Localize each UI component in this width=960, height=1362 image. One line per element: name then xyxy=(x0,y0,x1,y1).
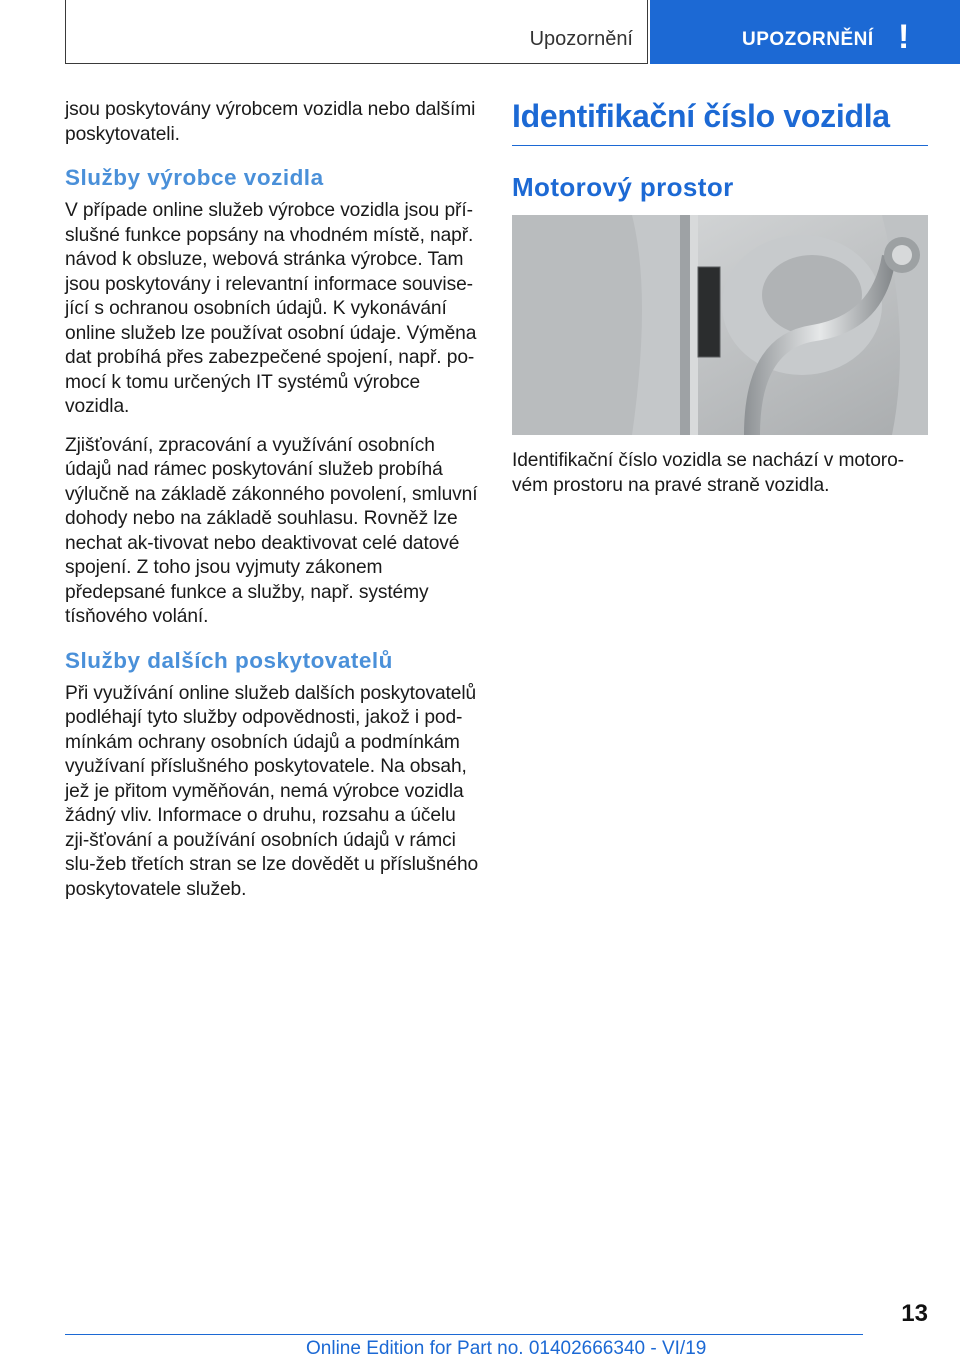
engine-bay-illustration xyxy=(512,215,928,435)
header-section-box xyxy=(65,0,648,64)
vin-section-title: Identifikační číslo vozidla xyxy=(512,98,928,146)
header-chapter-label: UPOZORNĚNÍ xyxy=(742,29,874,50)
heading-third-party-services: Služby dalších poskytovatelů xyxy=(65,647,393,673)
exclamation-icon: ! xyxy=(898,18,910,56)
paragraph-third-party-services: Při využívání online služeb dalších poskytovatelů podléhají tyto služby odpovědnosti, jakož i pod‐mínkám ochrany osobních údajů a podmínkám využívaní příslušného poskytovatele. Na obsah, jež je přitom vyměňován, nemá výrobce vozidla žádný vliv. Informace o druhu, rozsahu a účelu zji‐šťování a používání osobních údajů v rámci slu‐žeb třetích stran se lze dovědět u příslušného poskytovatele služeb. xyxy=(65,682,479,900)
header-chapter-tab xyxy=(650,0,960,64)
right-column xyxy=(512,98,928,512)
left-column xyxy=(65,98,480,916)
vin-location-caption: Identifikační číslo vozidla se nachází v motoro‐vém prostoru na pravé straně vozidla. xyxy=(512,450,904,496)
header-section-label: Upozornění xyxy=(529,28,633,50)
intro-paragraph: jsou poskytovány výrobcem vozidla nebo dalšími poskytovateli. xyxy=(65,99,476,145)
heading-manufacturer-services: Služby výrobce vozidla xyxy=(65,165,324,190)
page-number: 13 xyxy=(901,1300,928,1327)
footer-divider xyxy=(65,1334,863,1335)
engine-bay-subtitle: Motorový prostor xyxy=(512,172,734,202)
paragraph-manufacturer-services: V případe online služeb výrobce vozidla jsou pří‐slušné funkce popsány na vhodném místě, např. návod k obsluze, webová stránka výrobce. Tam jsou poskytovány i relevantní informace souvise‐jící s ochranou osobních údajů. K vykonávání online služeb lze používat osobní údaje. Výměna dat probíhá přes zabezpečené spojení, např. po‐mocí k tomu určených IT systémů výrobce vozidla. xyxy=(65,200,477,417)
footer-edition: Online Edition for Part no. 01402666340 - VI/19 xyxy=(306,1338,707,1359)
paragraph-data-processing: Zjišťování, zpracování a využívání osobních údajů nad rámec poskytování služeb probíhá výlučně na základě zákonného povolení, smluvní dohody nebo na základě souhlasu. Rovněž lze nechat ak‐tivovat nebo deaktivovat celé datové spojení. Z toho jsou vyjmuty zákonem předepsané funkce a služby, např. systémy tísňového volání. xyxy=(65,434,478,627)
